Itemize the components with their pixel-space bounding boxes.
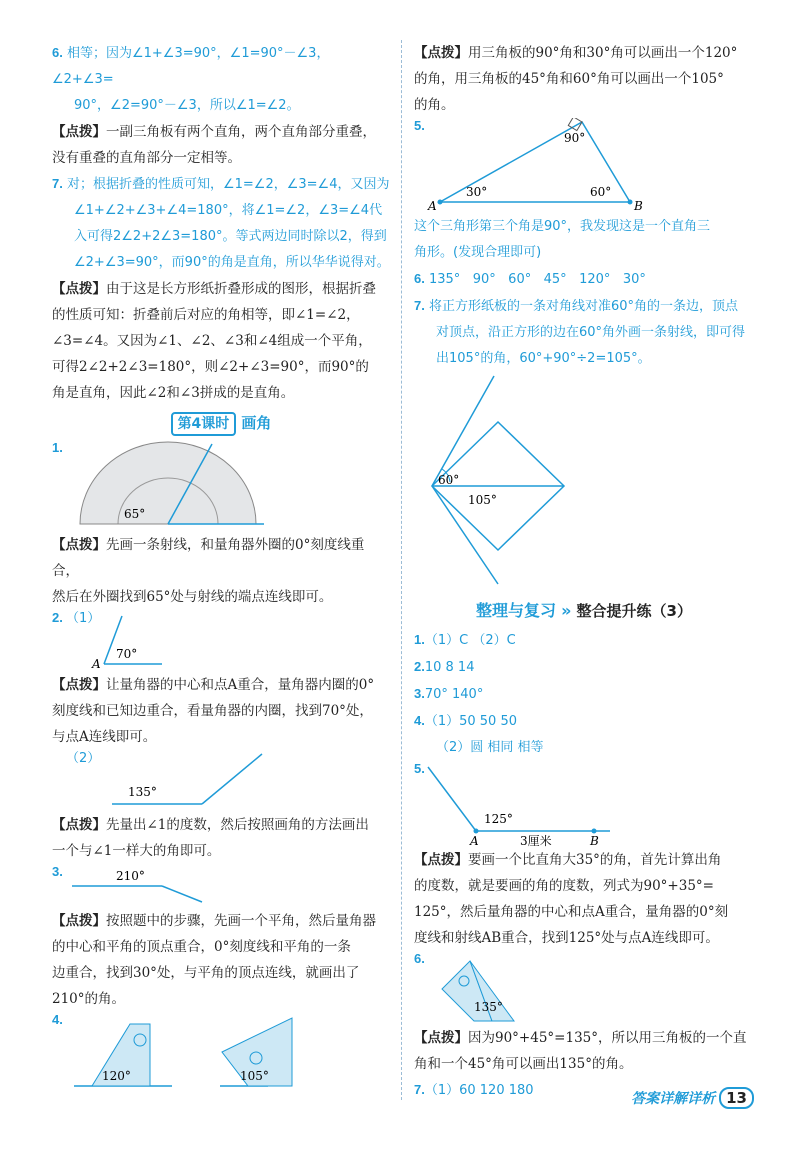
q5-point-a: A: [428, 199, 437, 213]
protractor-icon: [80, 442, 256, 524]
q5-angle-60: 60°: [590, 185, 612, 199]
r6-angle-label: 135°: [474, 1000, 503, 1014]
s2-angle2-label: 135°: [128, 785, 157, 799]
s2-tip-1: 【点拨】让量角器的中心和点A重合，量角器内圈的0° 刻度线和已知边重合，看量角器的内圈，找到70°处， 与点A连线即可。: [52, 677, 375, 745]
s2-figure-1: 2. （1） A 70°: [52, 610, 138, 671]
q7-figure: [414, 372, 754, 588]
q5-angle-90: 90°: [564, 131, 586, 145]
s2-angle1-label: 70°: [116, 647, 138, 661]
q7-angle-105: 105°: [468, 493, 497, 507]
section-title: 画角: [241, 414, 272, 432]
footer-label: 答案详解详析: [631, 1091, 716, 1107]
q6-answer-right: 6. 135° 90° 60° 45° 120° 30°: [414, 271, 646, 287]
r5-length-label: 3厘米: [520, 834, 552, 847]
right-column: [414, 40, 754, 1104]
s1-angle-label: 65°: [124, 507, 146, 521]
s4-angle2-label: 105°: [240, 1069, 269, 1083]
s1-tip: 【点拨】先画一条射线，和量角器外圈的0°刻度线重合， 然后在外圈找到65°处与射线的端点连线即可。: [52, 537, 365, 605]
r5-angle-label: 125°: [484, 812, 513, 826]
section-heading: [52, 412, 390, 436]
q5-figure: 5. 90° 30° 60° A B: [414, 118, 643, 213]
s3-angle-label: 210°: [116, 869, 145, 883]
s1-figure: 1. 65°: [52, 440, 390, 532]
s2-figure-2: （2） 135°: [52, 750, 390, 812]
review-heading: 整理与复习 » 整合提升练（3）: [476, 601, 692, 620]
r7-answer: 7.（1）60 120 180: [414, 1082, 534, 1098]
q6-tip: 【点拨】一副三角板有两个直角，两个直角部分重叠， 没有重叠的直角部分一定相等。: [52, 124, 376, 166]
r5-point-a: A: [470, 834, 479, 847]
q5-angle-30: 30°: [466, 185, 488, 199]
q5-point-b: B: [634, 199, 643, 213]
r6-tip: 【点拨】因为90°+45°=135°，所以用三角板的一个直 角和一个45°角可以画出135°的角。: [414, 1030, 747, 1072]
q7-answer-right: 7. 将正方形纸板的一条对角线对准60°角的一条边，顶点 对顶点，沿正方形的边在60°角外画一条射线，即可得 出105°的角，60°+90°÷2=105°。: [414, 298, 746, 366]
s2-tip-2: 【点拨】先量出∠1的度数，然后按照画角的方法画出 一个与∠1一样大的角即可。: [52, 817, 369, 859]
s4-angle1-label: 120°: [102, 1069, 131, 1083]
page-number: 13: [719, 1087, 754, 1109]
s3-tip: 【点拨】按照题中的步骤，先画一个平角，然后量角器 的中心和平角的顶点重合，0°刻度线和平角的一条 边重合，找到30°处，与平角的顶点连线，就画出了 210°的角。: [52, 913, 376, 1007]
left-column: [52, 40, 390, 1092]
q5-answer: 这个三角形第三个角是90°，我发现这是一个直角三 角形。(发现合理即可): [414, 219, 711, 260]
point-a-label: A: [92, 657, 101, 671]
review-answers: 1.（1）C （2）C 2.10 8 14 3.70° 140° 4.（1）50 50 50 （2）圆 相同 相等: [414, 632, 544, 755]
lesson-badge: 第4课时: [171, 412, 237, 436]
top-tip: 【点拨】用三角板的90°角和30°角可以画出一个120° 的角，用三角板的45°角和60°角可以画出一个105° 的角。: [414, 45, 738, 113]
page-footer: [631, 1087, 754, 1109]
q7-answer: 7. 对；根据折叠的性质可知，∠1=∠2，∠3=∠4，又因为 ∠1+∠2+∠3+∠4=180°，将∠1=∠2，∠3=∠4代 入可得2∠2+2∠3=180°。等式两边同时除以2，得到 ∠2+∠3=90°，而90°的角是直角，所以华华说得对。: [52, 176, 390, 270]
q6-answer: 6. 相等；因为∠1+∠3=90°，∠1=90°－∠3，∠2+∠3= 90°，∠2=90°－∠3，所以∠1=∠2。: [52, 45, 330, 113]
r6-figure: 6. 135°: [414, 951, 754, 1025]
r5-tip: 【点拨】要画一个比直角大35°的角，首先计算出角 的度数，就是要画的角的度数，列式为90°+35°= 125°，然后量角器的中心和点A重合，量角器的0°刻 度线和射线AB重合，找到125°处与点A连线即可。: [414, 852, 729, 946]
q7-angle-60: 60°: [438, 473, 460, 487]
r5-point-b: B: [590, 834, 599, 847]
s3-figure: 3. 210°: [52, 864, 390, 908]
q7-tip: 【点拨】由于这是长方形纸折叠形成的图形，根据折叠 的性质可知：折叠前后对应的角相等，即∠1=∠2， ∠3=∠4。又因为∠1、∠2、∠3和∠4组成一个平角， 可得2∠2+2∠3=180°，则∠2+∠3=90°，而90°的 角是直角，因此∠2和∠3拼成的是直角。: [52, 281, 376, 401]
r5-figure: 5. 125° A B 3厘米: [414, 761, 599, 847]
s4-figure: 4. 120° 105°: [52, 1012, 390, 1092]
column-divider: [401, 40, 402, 1100]
